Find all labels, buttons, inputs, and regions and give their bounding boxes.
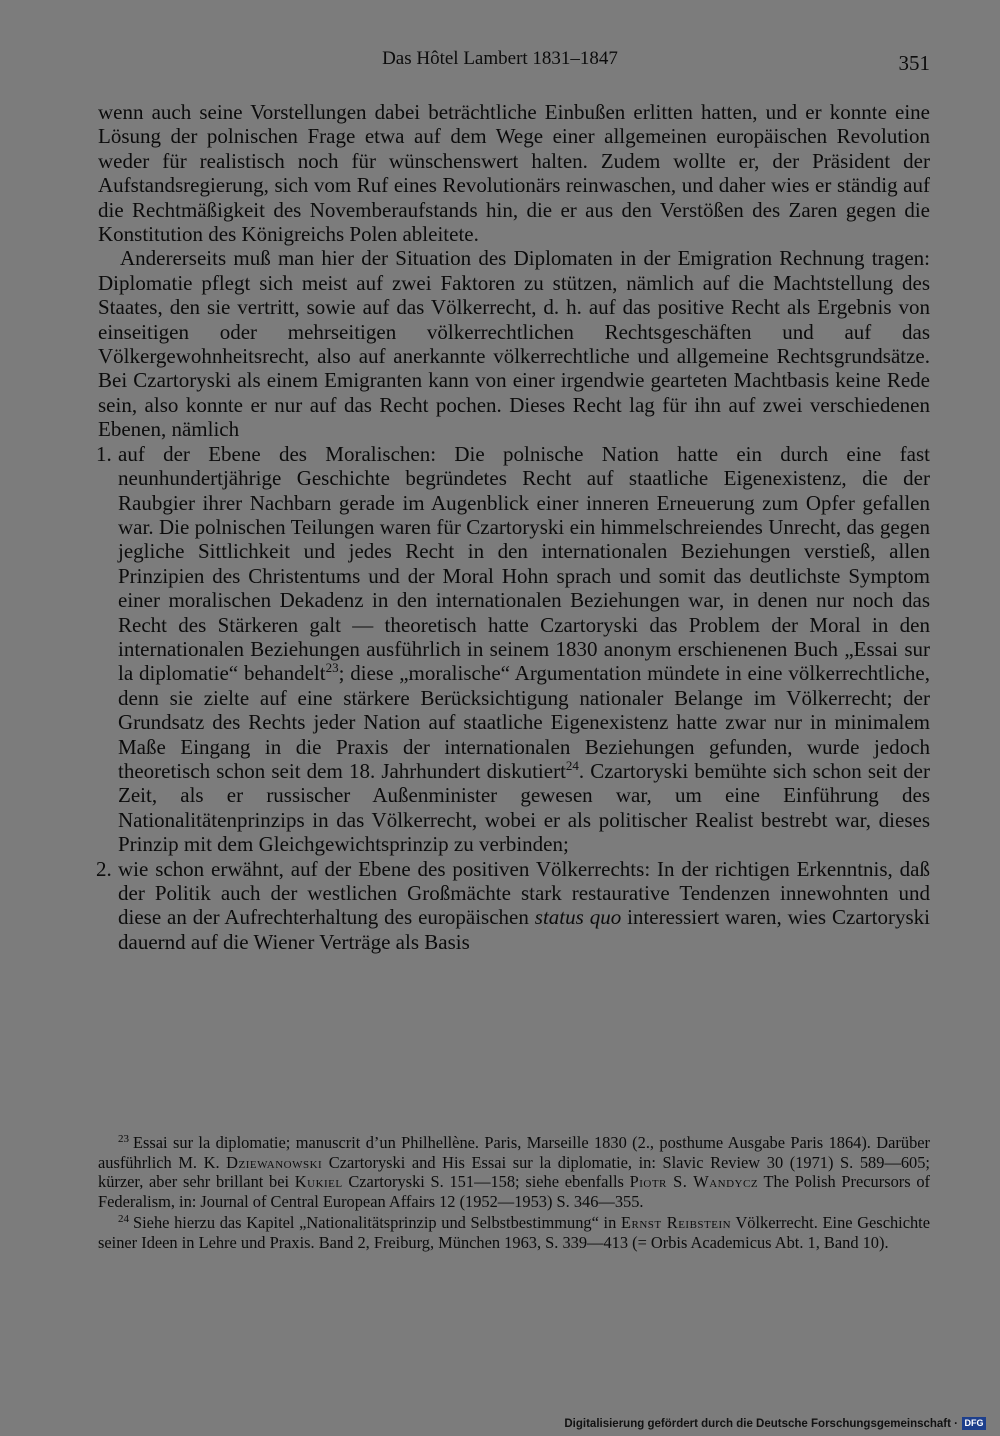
- footnote-23-mark: 23: [118, 1132, 129, 1145]
- footnote-24-text-b: Völkerrecht. Eine Geschichte seiner Ideen in Lehre und Praxis. Band 2, Freiburg, München 1963, S. 339—413 (= Orbis Academicus Abt. 1, Band 10).: [98, 1213, 931, 1252]
- list-item-2-text-b: interessiert waren, wies Czartoryski dauernd auf die Wiener Verträge als Basis: [118, 905, 930, 954]
- paragraph-1: wenn auch seine Vorstellungen dabei beträchtliche Einbußen erlitten hatten, und er konnte eine Lösung der polnischen Frage etwa auf dem Wege einer allgemeinen europäischen Revolution weder für realistisch noch für wünschenswert halten. Zudem wollte er, der Präsident der Aufstandsregierung, sich vom Ruf eines Revolutionärs reinwaschen, und daher wies er ständig auf die Rechtmäßigkeit des Novemberaufstands hin, die er aus den Verstößen des Zaren gegen die Konstitution des Königreichs Polen ableitete.: [98, 100, 930, 247]
- body-text: [98, 100, 930, 954]
- footnote-23-author-2: Kukiel: [294, 1172, 343, 1192]
- page-number: 351: [898, 51, 930, 75]
- footnote-23-text-d: The Polish Precursors of Federalism, in: Journal of Central European Affairs 12 (1952—1953) S. 346—355.: [98, 1172, 930, 1211]
- footnote-24: [98, 1213, 930, 1252]
- footnote-23-author-1: Dziewanowski: [226, 1152, 323, 1172]
- footnote-23-text-c: Czartoryski S. 151—158; siehe ebenfalls: [342, 1172, 630, 1192]
- footnote-ref-23: 23: [325, 660, 339, 676]
- footnote-23-text-a: Essai sur la diplomatie; manuscrit d’un Philhellène. Paris, Marseille 1830 (2., posthume Ausgabe Paris 1864). Darüber ausführlich M. K.: [98, 1133, 930, 1172]
- footnotes: [98, 1133, 930, 1255]
- running-title: Das Hôtel Lambert 1831–1847: [382, 48, 618, 69]
- list-item-2-italic: status quo: [534, 905, 622, 930]
- paragraph-2: Andererseits muß man hier der Situation des Diplomaten in der Emigration Rechnung tragen: Diplomatie pflegt sich meist auf zwei Faktoren zu stützen, nämlich auf die Machtstellung des Staates, den sie vertritt, sowie auf das Völkerrecht, d. h. auf das positive Recht als Ergebnis von einseitigen oder mehrseitigen völkerrechtlichen Rechtsgeschäften und auf das Völkergewohnheitsrecht, also auf anerkannte völkerrechtliche und allgemeine Rechtsgrundsätze. Bei Czartoryski als einem Emigranten kann von einer irgendwie gearteten Machtbasis keine Rede sein, also konnte er nur auf das Recht pochen. Dieses Recht lag für ihn auf zwei verschiedenen Ebenen, nämlich: [98, 246, 930, 442]
- footnote-23: [98, 1133, 930, 1211]
- footnote-24-author-1: Ernst Reibstein: [620, 1213, 732, 1233]
- list-item-1: [98, 442, 930, 857]
- footnote-23-text-b: Czartoryski and His Essai sur la diplomatie, in: Slavic Review 30 (1971) S. 589—605; kürzer, aber sehr brillant bei: [98, 1152, 930, 1192]
- dfg-funding-banner: [564, 1417, 986, 1430]
- list-item-1-text-a: auf der Ebene des Moralischen: Die polnische Nation hatte ein durch eine fast neunhundertjährige Geschichte begründetes Recht auf staatliche Eigenexistenz, die der Raubgier ihrer Nachbarn gerade im Augenblick einer inneren Erneuerung zum Opfer gefallen war. Die polnischen Teilungen waren für Czartoryski ein himmelschreiendes Unrecht, das gegen jegliche Sittlichkeit und jedes Recht in den internationalen Beziehungen verstieß, allen Prinzipien des Christentums und der Moral Hohn sprach und somit das deutlichste Symptom einer moralischen Dekadenz in den internationalen Beziehungen war, in denen nur noch das Recht des Stärkeren galt — theoretisch hatte Czartoryski das Problem der Moral in den internationalen Beziehungen ausführlich in seinem 1830 anonym erschienenen Buch „Essai sur la diplomatie“ behandelt: [118, 441, 930, 686]
- footnote-24-mark: 24: [118, 1212, 129, 1225]
- list-item-1-text-b: ; diese „moralische“ Argumentation mündete in eine völkerrechtliche, denn sie zielte auf eine stärkere Berücksichtigung nationaler Belange im Völkerrecht; der Grundsatz des Rechts jeder Nation auf staatliche Eigenexistenz hatte zwar nur in minimalem Maße Eingang in die Praxis der internationalen Beziehungen gefunden, wurde jedoch theoretisch schon seit dem 18. Jahrhundert diskutiert: [118, 661, 931, 783]
- footnote-ref-24: 24: [565, 757, 579, 773]
- dfg-logo-icon: DFG: [962, 1417, 986, 1430]
- footnote-24-text-a: Siehe hierzu das Kapitel „Nationalitätsprinzip und Selbstbestimmung“ in: [133, 1213, 621, 1233]
- argument-list: [98, 442, 930, 955]
- list-item-1-text-c: . Czartoryski bemühte sich schon seit der Zeit, als er russischer Außenminister gewesen war, um eine Einführung des Nationalitätenprinzips in das Völkerrecht, wobei er als politischer Realist bestrebt war, dieses Prinzip mit dem Gleichgewichtsprinzip zu verbinden;: [118, 758, 930, 857]
- footnote-23-author-3: Piotr S. Wandycz: [629, 1172, 759, 1192]
- list-number-1: 1.: [96, 441, 112, 466]
- list-number-2: 2.: [96, 856, 112, 881]
- list-item-2-text-a: wie schon erwähnt, auf der Ebene des positiven Völkerrechts: In der richtigen Erkenntnis, daß der Politik auch der westlichen Großmächte stark restaurative Tendenzen innewohnten und diese an der Aufrechterhaltung des europäischen: [118, 856, 930, 930]
- dfg-banner-text: Digitalisierung gefördert durch die Deutsche Forschungsgemeinschaft ·: [564, 1417, 958, 1430]
- list-item-2: [98, 857, 930, 955]
